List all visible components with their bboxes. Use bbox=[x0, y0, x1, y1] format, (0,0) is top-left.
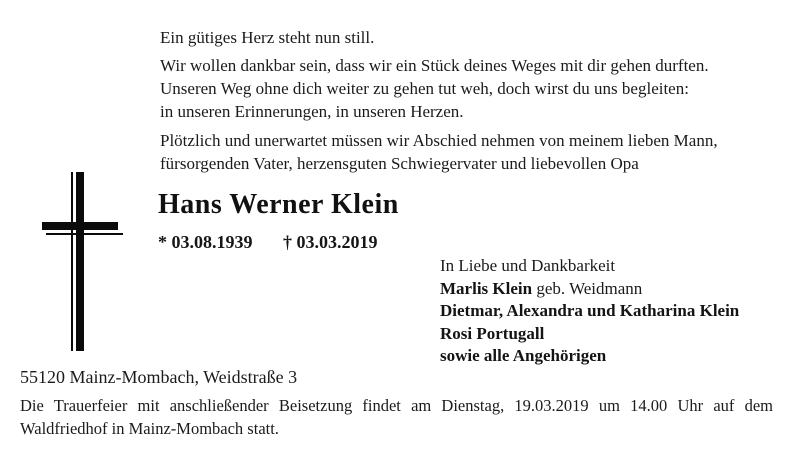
mourners-intro: In Liebe und Dankbarkeit bbox=[440, 256, 616, 275]
funeral-info-line: Die Trauerfeier mit anschließender Beisetzung findet am Dienstag, 19.03.2019 um 14.00 Uhr auf dem bbox=[20, 396, 773, 415]
mourner-widow-line bbox=[440, 278, 739, 301]
death-date-value: 03.03.2019 bbox=[296, 232, 378, 252]
birth-date-value: 03.08.1939 bbox=[171, 232, 253, 252]
life-dates bbox=[158, 231, 378, 253]
death-date bbox=[283, 232, 378, 252]
announcement-line: fürsorgenden Vater, herzensguten Schwiegervater und liebevollen Opa bbox=[160, 154, 639, 173]
widow-maiden-name: geb. Weidmann bbox=[536, 278, 643, 298]
star-birth-icon: * bbox=[158, 232, 167, 252]
cross-horizontal-thin-line bbox=[46, 233, 123, 235]
deceased-name: Hans Werner Klein bbox=[158, 189, 399, 220]
mourner-relatives-line: sowie alle Angehörigen bbox=[440, 346, 607, 365]
opening-quote: Ein gütiges Herz steht nun still. bbox=[160, 28, 375, 47]
mourners-block bbox=[440, 255, 739, 368]
tribute-line: in unseren Erinnerungen, in unseren Herzen. bbox=[160, 102, 464, 121]
memorial-cross-icon bbox=[0, 0, 140, 370]
dagger-death-icon: † bbox=[283, 232, 292, 252]
mourner-children-line: Dietmar, Alexandra und Katharina Klein bbox=[440, 301, 740, 320]
address-line: 55120 Mainz-Mombach, Weidstraße 3 bbox=[20, 367, 298, 387]
tribute-paragraph bbox=[160, 54, 709, 123]
tribute-line: Wir wollen dankbar sein, dass wir ein Stück deines Weges mit dir gehen durften. bbox=[160, 56, 709, 75]
cross-vertical-bar bbox=[76, 172, 84, 351]
funeral-info bbox=[20, 395, 773, 440]
tribute-line: Unseren Weg ohne dich weiter zu gehen tut weh, doch wirst du uns begleiten: bbox=[160, 79, 689, 98]
birth-date bbox=[158, 232, 253, 252]
announcement-line: Plötzlich und unerwartet müssen wir Abschied nehmen von meinem lieben Mann, bbox=[160, 131, 718, 150]
announcement-paragraph bbox=[160, 129, 718, 175]
widow-name: Marlis Klein bbox=[440, 278, 533, 298]
cross-horizontal-bar bbox=[42, 222, 118, 230]
funeral-info-line: Waldfriedhof in Mainz-Mombach statt. bbox=[20, 418, 279, 438]
mourner-additional-line: Rosi Portugall bbox=[440, 323, 545, 343]
cross-vertical-thin-line bbox=[71, 172, 73, 351]
